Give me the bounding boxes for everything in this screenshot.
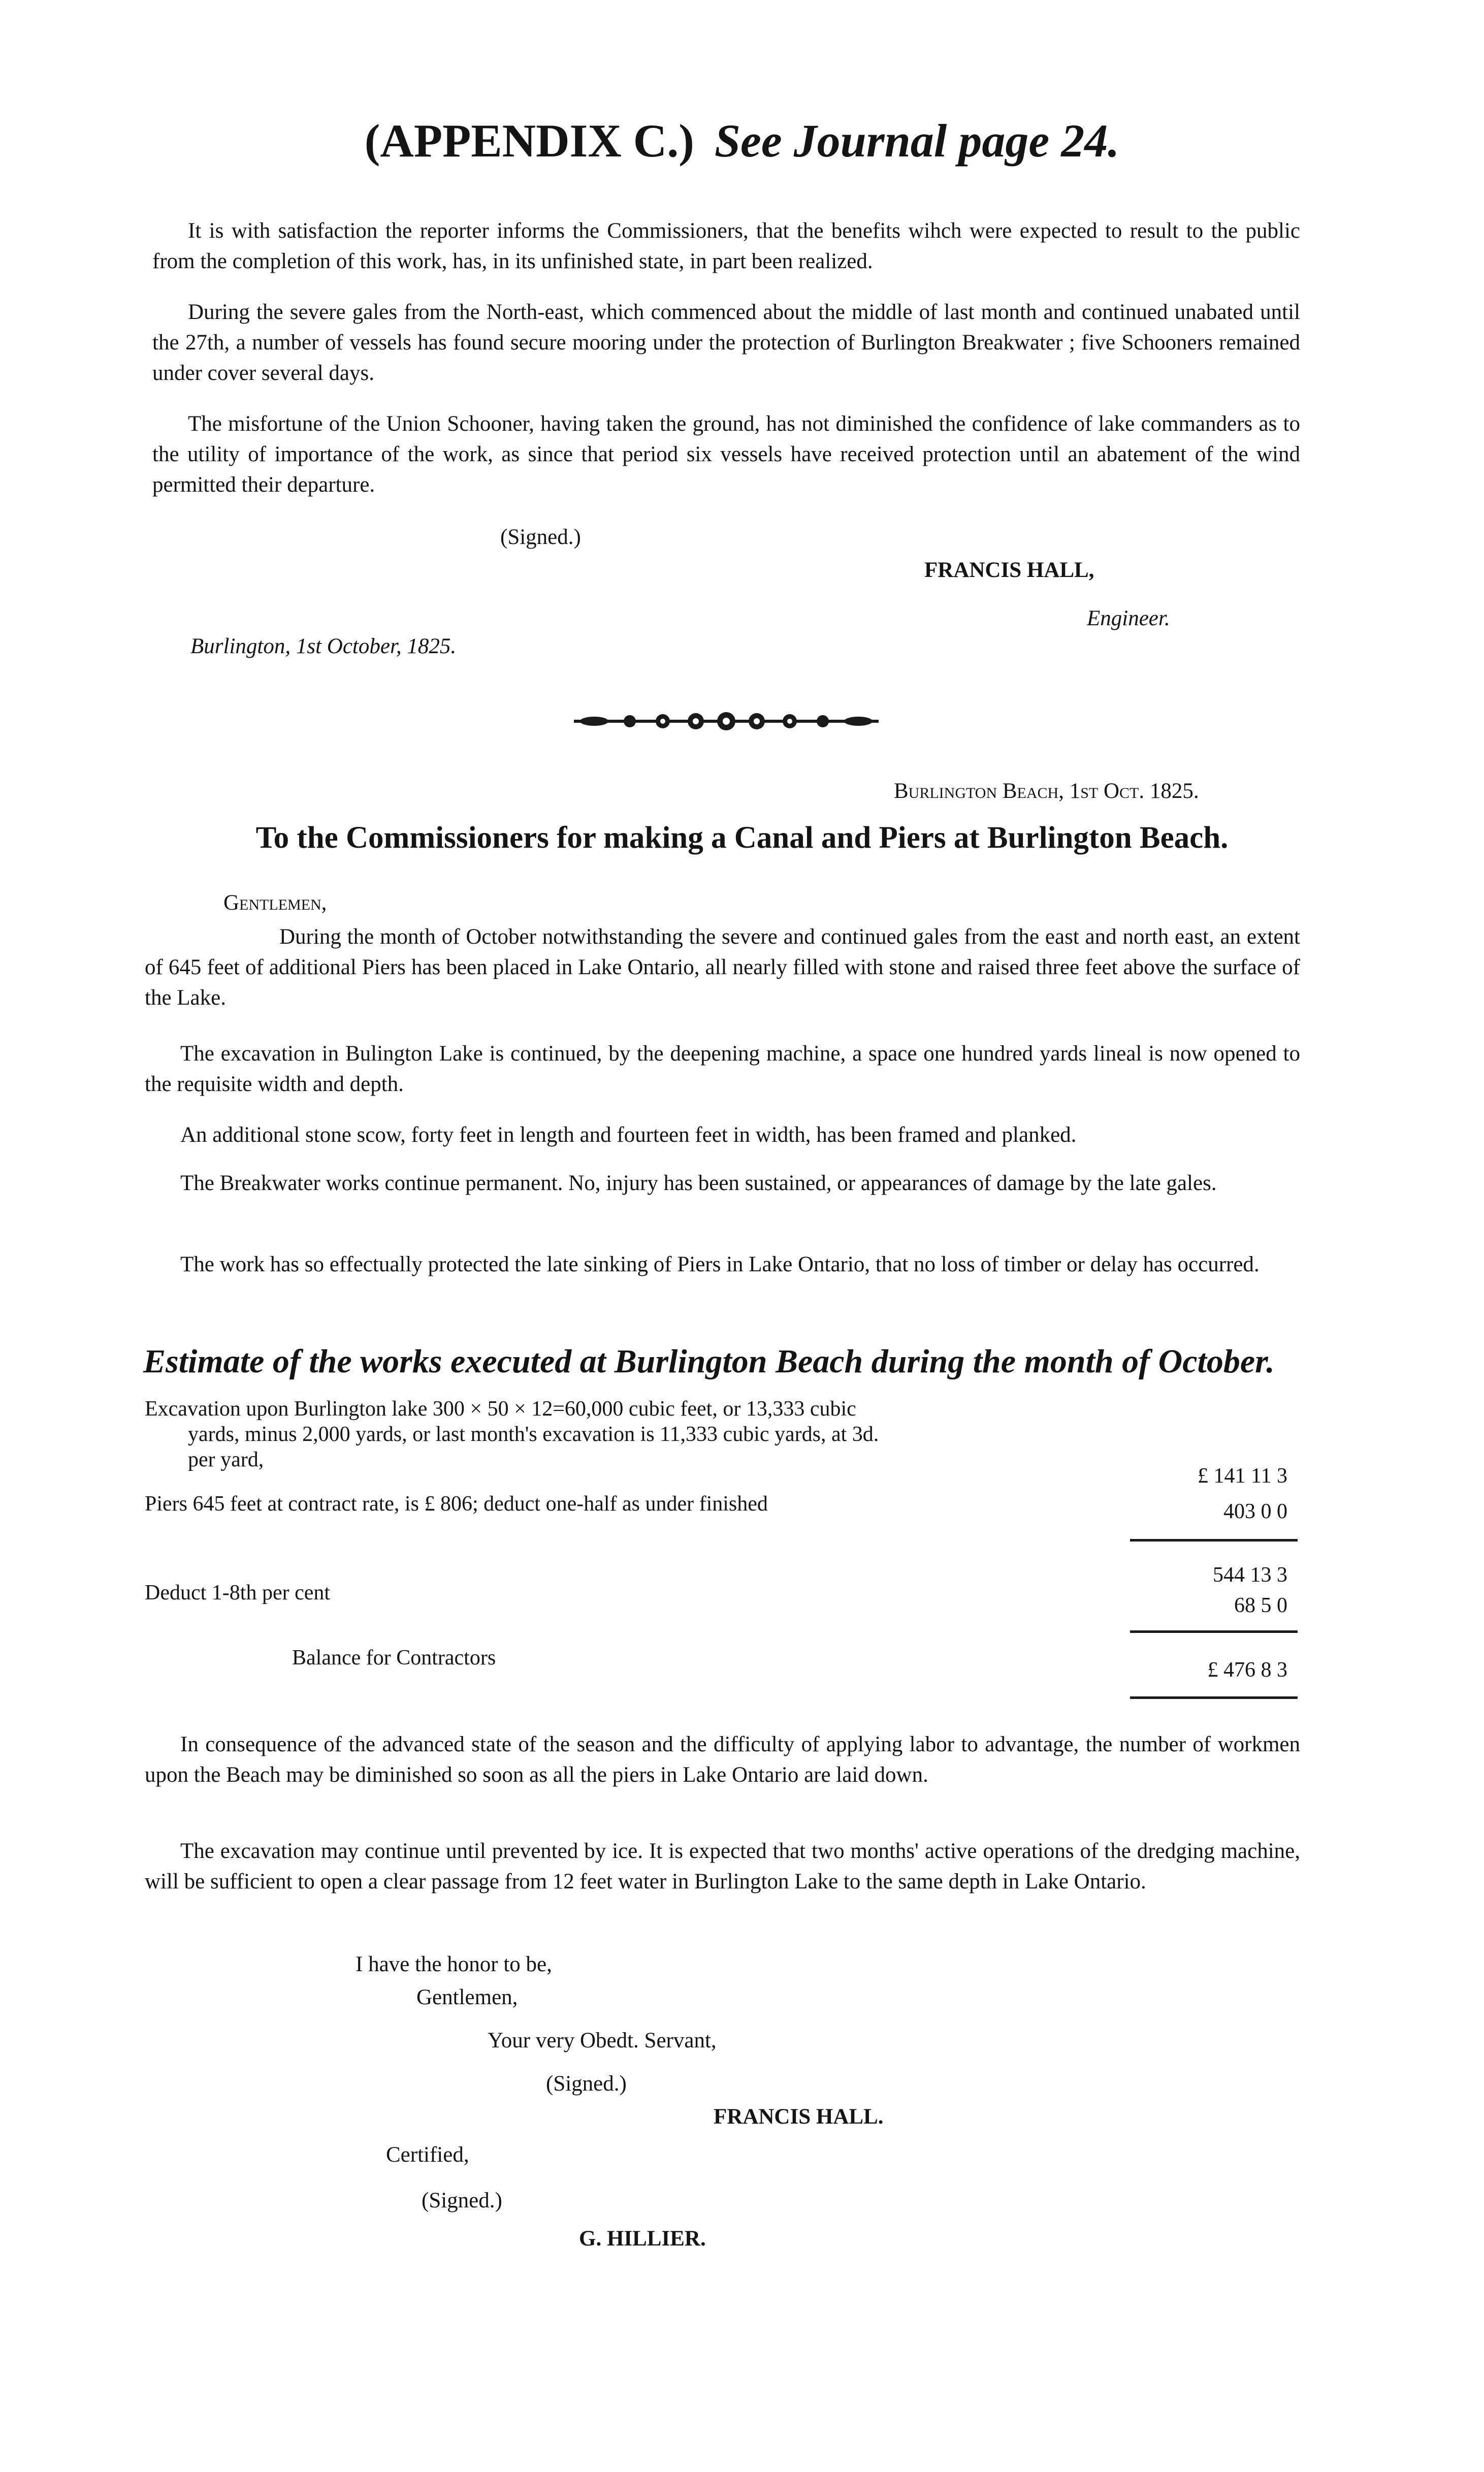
estimate-excavation-line-2: yards, minus 2,000 yards, or last month's excavation is 11,333 cubic yards, at 3d. xyxy=(188,1423,879,1446)
subtotal-amount: 544 13 3 xyxy=(1213,1563,1287,1587)
certifier-name: G. HILLIER. xyxy=(579,2227,706,2251)
letter-paragraph-3: An additional stone scow, forty feet in length and fourteen feet in width, has been framed and planked. xyxy=(180,1123,1077,1147)
letter-paragraph-5: The work has so effectually protected the late sinking of Piers in Lake Ontario, that no loss of timber or delay has occurred. xyxy=(180,1253,1260,1276)
certified-label: Certified, xyxy=(386,2143,469,2167)
deduct-amount: 68 5 0 xyxy=(1234,1594,1287,1617)
final-rule xyxy=(1130,1696,1298,1699)
place-date: Burlington, 1st October, 1825. xyxy=(190,634,457,658)
balance-rule xyxy=(1130,1630,1298,1633)
subtotal-rule xyxy=(1130,1539,1298,1542)
ornament-divider-icon xyxy=(574,709,879,734)
estimate-title: Estimate of the works executed at Burlington Beach during the month of October. xyxy=(143,1343,1275,1380)
signatory-name: FRANCIS HALL, xyxy=(924,558,1094,582)
estimate-piers-line: Piers 645 feet at contract rate, is £ 806; deduct one-half as under finished xyxy=(145,1492,768,1516)
certified-signed: (Signed.) xyxy=(422,2189,502,2212)
appendix-title xyxy=(0,113,1484,169)
report-paragraph-1: It is with satisfaction the reporter informs the Commissioners, that the benefits wihch were expected to result to the public from the completion of this work, has, in its unfinished state, in part been realized. xyxy=(152,219,1300,273)
closing-line-1: I have the honor to be, xyxy=(356,1952,552,1976)
estimate-deduct-line: Deduct 1-8th per cent xyxy=(145,1581,331,1604)
report-paragraph-3: The misfortune of the Union Schooner, having taken the ground, has not diminished the confidence of lake commanders as to the utility of importance of the work, as since that period six vessels have received protection until an abatement of the wind permitted their departure. xyxy=(152,412,1300,497)
dateline: Burlington Beach, 1st Oct. 1825. xyxy=(894,779,1199,803)
salutation: Gentlemen, xyxy=(223,891,327,915)
letter-paragraph-1: During the month of October notwithstanding the severe and continued gales from the east and north east, an extent of 645 feet of additional Piers has been placed in Lake Ontario, all nearly filled with stone and raised three feet above the surface of the Lake. xyxy=(145,925,1300,1010)
letter-paragraph-4: The Breakwater works continue permanent. No, injury has been sustained, or appearances of damage by the late gales. xyxy=(180,1171,1217,1195)
closing-paragraph-2: The excavation may continue until prevented by ice. It is expected that two months' active operations of the dredging machine, will be sufficient to open a clear passage from 12 feet water in Burlington Lake to the same depth in Lake Ontario. xyxy=(145,1839,1300,1893)
signatory-role: Engineer. xyxy=(1087,606,1170,630)
signed-label: (Signed.) xyxy=(500,525,581,549)
closing-line-2: Gentlemen, xyxy=(416,1985,518,2009)
balance-amount: £ 476 8 3 xyxy=(1207,1658,1287,1682)
estimate-balance-line: Balance for Contractors xyxy=(292,1646,496,1670)
estimate-excavation-line-3: per yard, xyxy=(188,1448,264,1471)
report-paragraph-2: During the severe gales from the North-east, which commenced about the middle of last month and continued unabated until the 27th, a number of vessels has found secure mooring under the protection of Burlington Breakwater ; five Schooners remained under cover several days. xyxy=(152,300,1300,385)
estimate-excavation-line-1: Excavation upon Burlington lake 300 × 50 × 12=60,000 cubic feet, or 13,333 cubic xyxy=(145,1397,856,1421)
excavation-amount: £ 141 11 3 xyxy=(1198,1464,1287,1488)
letter-heading: To the Commissioners for making a Canal and Piers at Burlington Beach. xyxy=(255,821,1229,855)
closing-line-4: (Signed.) xyxy=(546,2072,627,2096)
letter-paragraph-2: The excavation in Bulington Lake is continued, by the deepening machine, a space one hundred yards lineal is now opened to the requisite width and depth. xyxy=(145,1042,1300,1096)
closing-paragraph-1: In consequence of the advanced state of the season and the difficulty of applying labor to advantage, the number of workmen upon the Beach may be diminished so soon as all the piers in Lake Ontario are laid down. xyxy=(145,1732,1300,1787)
closing-line-3: Your very Obedt. Servant, xyxy=(488,2029,717,2052)
closing-signatory: FRANCIS HALL. xyxy=(714,2105,884,2129)
appendix-label: (APPENDIX C.) xyxy=(364,115,694,167)
journal-reference: See Journal page 24. xyxy=(714,115,1120,167)
piers-amount: 403 0 0 xyxy=(1223,1500,1287,1523)
